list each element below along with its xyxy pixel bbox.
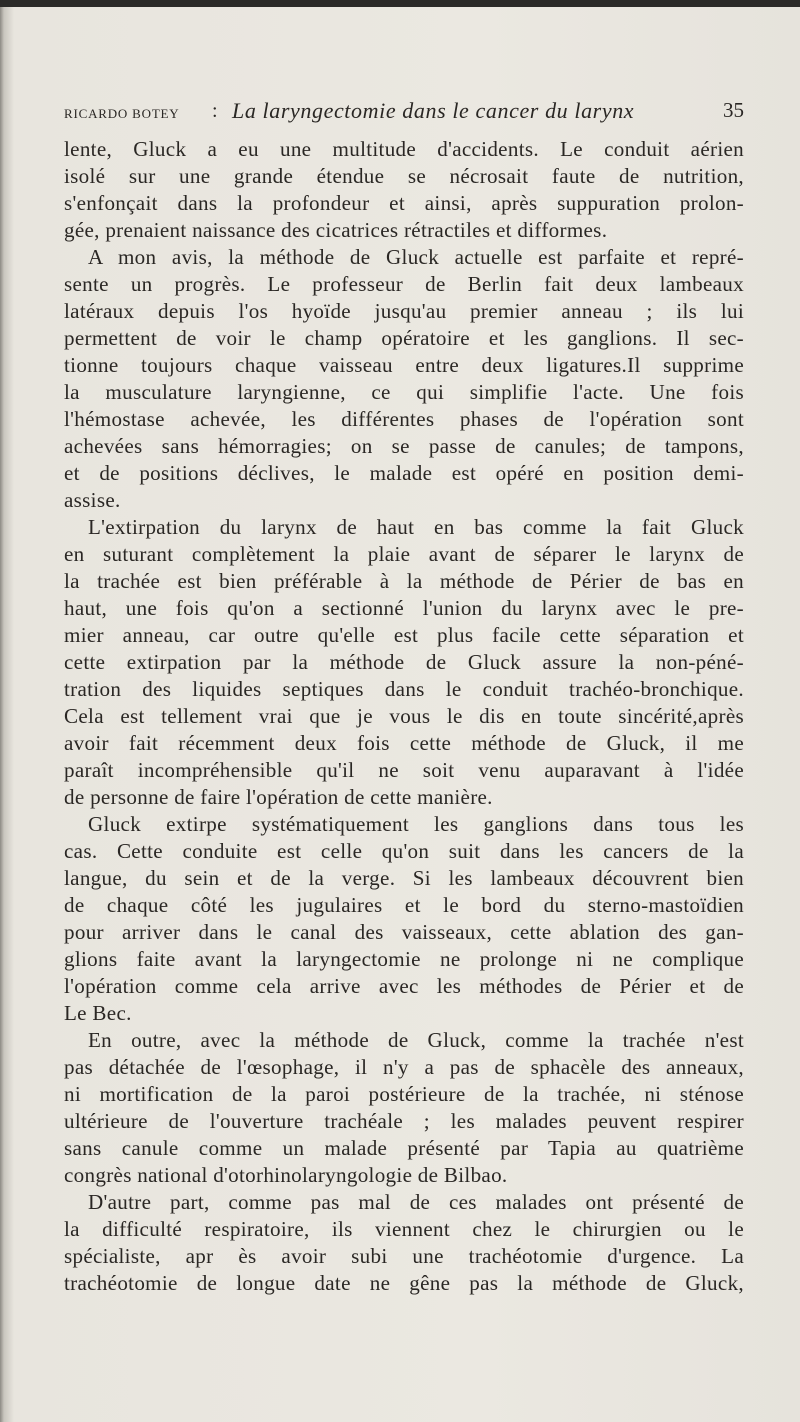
text-line: trachéotomie de longue date ne gêne pas la méthode de Gluck,: [64, 1271, 744, 1295]
running-header-title: La laryngectomie dans le cancer du larynx: [232, 98, 635, 123]
text-line: la musculature laryngienne, ce qui simplifie l'acte. Une fois: [64, 380, 744, 404]
text-line: isolé sur une grande étendue se nécrosait faute de nutrition,: [64, 164, 744, 188]
text-line: la difficulté respiratoire, ils viennent chez le chirurgien ou le: [64, 1217, 744, 1241]
text-line: ultérieure de l'ouverture trachéale ; les malades peuvent respirer: [64, 1109, 744, 1133]
text-line: tration des liquides septiques dans le conduit trachéo-bronchique.: [64, 677, 744, 701]
text-line: latéraux depuis l'os hyoïde jusqu'au premier anneau ; ils lui: [64, 299, 744, 323]
text-line: achevées sans hémorragies; on se passe de canules; de tampons,: [64, 434, 744, 458]
text-line: s'enfonçait dans la profondeur et ainsi, après suppuration prolon-: [64, 191, 744, 215]
text-line: pour arriver dans le canal des vaisseaux, cette ablation des gan-: [64, 920, 744, 944]
running-header: [64, 96, 744, 130]
text-line: sans canule comme un malade présenté par Tapia au quatrième: [64, 1136, 744, 1160]
text-line: tionne toujours chaque vaisseau entre deux ligatures.Il supprime: [64, 353, 744, 377]
text-line: glions faite avant la laryngectomie ne prolonge ni ne complique: [64, 947, 744, 971]
running-header-author: RICARDO BOTEY: [64, 106, 180, 121]
text-line: la trachée est bien préférable à la méthode de Périer de bas en: [64, 569, 744, 593]
text-line: Gluck extirpe systématiquement les ganglions dans tous les: [88, 812, 744, 836]
text-line: ni mortification de la paroi postérieure de la trachée, ni sténose: [64, 1082, 744, 1106]
page-number: 35: [723, 98, 744, 122]
text-line: Le Bec.: [64, 1001, 132, 1025]
text-line: langue, du sein et de la verge. Si les lambeaux découvrent bien: [64, 866, 744, 890]
running-header-separator: :: [212, 100, 218, 122]
text-line: de chaque côté les jugulaires et le bord du sterno-mastoïdien: [64, 893, 744, 917]
text-line: permettent de voir le champ opératoire et les ganglions. Il sec-: [64, 326, 744, 350]
text-line: congrès national d'otorhinolaryngologie de Bilbao.: [64, 1163, 508, 1187]
text-line: L'extirpation du larynx de haut en bas comme la fait Gluck: [88, 515, 744, 539]
paragraph: [64, 244, 744, 514]
text-line: A mon avis, la méthode de Gluck actuelle est parfaite et repré-: [88, 245, 744, 269]
text-line: en suturant complètement la plaie avant de séparer le larynx de: [64, 542, 744, 566]
text-line: cas. Cette conduite est celle qu'on suit dans les cancers de la: [64, 839, 744, 863]
text-line: lente, Gluck a eu une multitude d'accidents. Le conduit aérien: [64, 137, 744, 161]
text-line: l'hémostase achevée, les différentes phases de l'opération sont: [64, 407, 744, 431]
text-line: assise.: [64, 488, 121, 512]
text-line: et de positions déclives, le malade est opéré en position demi-: [64, 461, 744, 485]
paragraph: [64, 811, 744, 1027]
paragraph: [64, 514, 744, 811]
text-line: cette extirpation par la méthode de Gluck assure la non-péné-: [64, 650, 744, 674]
text-line: spécialiste, apr ès avoir subi une trachéotomie d'urgence. La: [64, 1244, 744, 1268]
scan-top-edge: [0, 0, 800, 7]
text-line: l'opération comme cela arrive avec les méthodes de Périer et de: [64, 974, 744, 998]
paragraph: [64, 1027, 744, 1189]
text-line: haut, une fois qu'on a sectionné l'union du larynx avec le pre-: [64, 596, 744, 620]
paragraph: [64, 136, 744, 244]
text-line: Cela est tellement vrai que je vous le dis en toute sincérité,après: [64, 704, 744, 728]
paragraph: [64, 1189, 744, 1297]
text-line: avoir fait récemment deux fois cette méthode de Gluck, il me: [64, 731, 744, 755]
text-line: D'autre part, comme pas mal de ces malades ont présenté de: [88, 1190, 744, 1214]
text-line: sente un progrès. Le professeur de Berlin fait deux lambeaux: [64, 272, 744, 296]
text-line: En outre, avec la méthode de Gluck, comme la trachée n'est: [88, 1028, 744, 1052]
body-text: [64, 136, 744, 1396]
text-line: paraît incompréhensible qu'il ne soit venu auparavant à l'idée: [64, 758, 744, 782]
text-line: de personne de faire l'opération de cette manière.: [64, 785, 493, 809]
text-line: gée, prenaient naissance des cicatrices rétractiles et difformes.: [64, 218, 608, 242]
text-line: mier anneau, car outre qu'elle est plus facile cette séparation et: [64, 623, 744, 647]
text-line: pas détachée de l'œsophage, il n'y a pas de sphacèle des anneaux,: [64, 1055, 744, 1079]
